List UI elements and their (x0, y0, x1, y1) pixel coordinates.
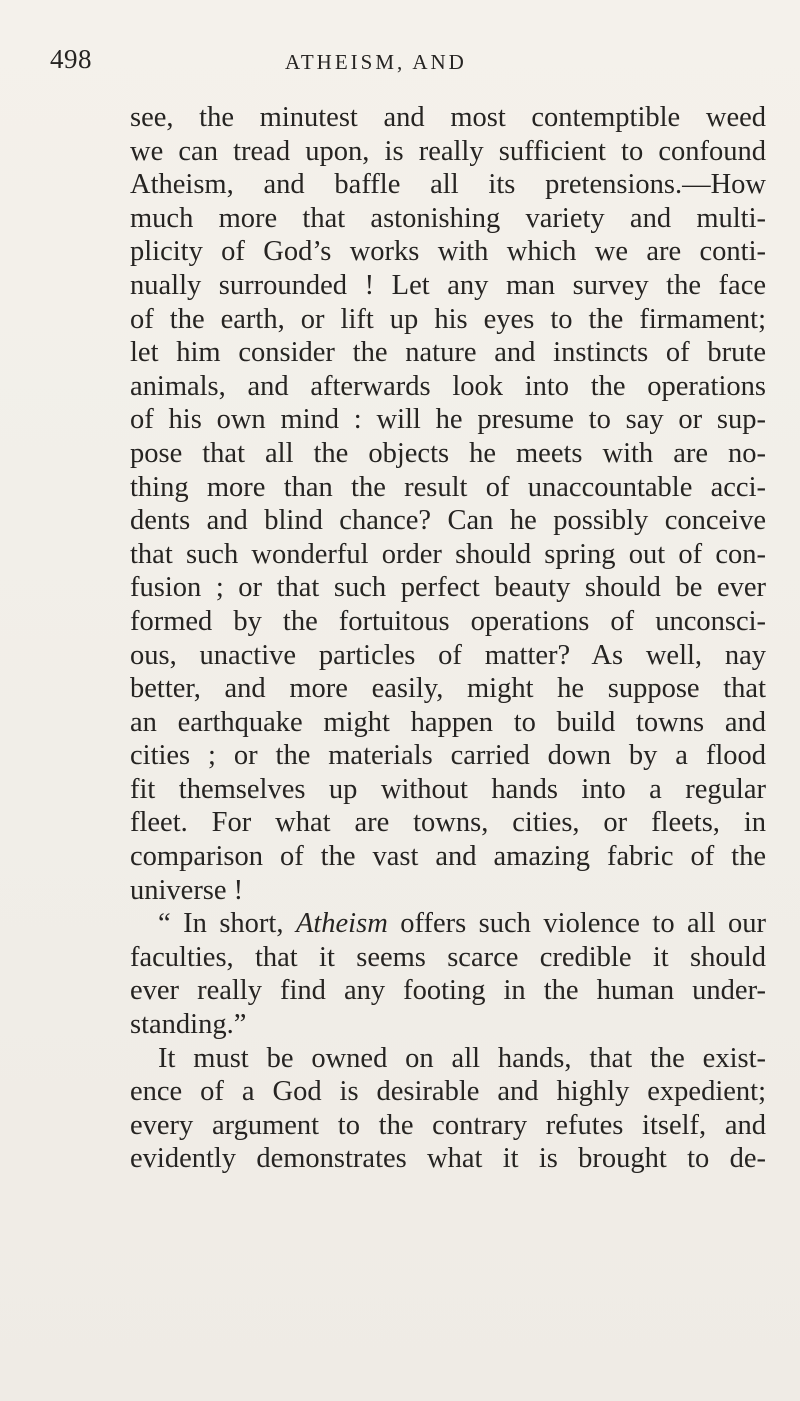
text-line: thing more than the result of unaccountable acci- (130, 471, 766, 503)
running-head: ATHEISM, AND (285, 50, 467, 74)
text-line: ous, unactive particles of matter? As well, nay (130, 639, 766, 671)
text-line: much more that astonishing variety and multi- (130, 202, 766, 234)
quote-line: ever really find any footing in the human under- (130, 975, 766, 1007)
text-line: dents and blind chance? Can he possibly conceive (130, 505, 766, 537)
paragraph-line: evidently demonstrates what it is brought to de- (130, 1143, 766, 1175)
text-line: fleet. For what are towns, cities, or fleets, in (130, 807, 766, 839)
text-line: formed by the fortuitous operations of unconsci- (130, 605, 766, 637)
body-text (130, 101, 766, 1176)
quote-line: standing.” (130, 1009, 247, 1041)
page-number: 498 (50, 44, 92, 74)
text-line: fit themselves up without hands into a regular (130, 773, 766, 805)
page-header (50, 44, 750, 84)
text-line: that such wonderful order should spring out of con- (130, 538, 766, 570)
text-line: cities ; or the materials carried down by a flood (130, 740, 766, 772)
text-line: of the earth, or lift up his eyes to the firmament; (130, 303, 766, 335)
text-line: see, the minutest and most contemptible weed (130, 102, 766, 133)
text-line: plicity of God’s works with which we are conti- (130, 236, 766, 268)
text-line: comparison of the vast and amazing fabric of the (130, 841, 766, 873)
quote-line: faculties, that it seems scarce credible it should (130, 941, 766, 973)
text-line: of his own mind : will he presume to say or sup- (130, 404, 766, 436)
text-line: fusion ; or that such perfect beauty should be ever (130, 572, 766, 604)
italic-term: Atheism (295, 908, 388, 940)
text-line: pose that all the objects he meets with are no- (130, 437, 766, 469)
quote-line (130, 907, 766, 941)
text-line: universe ! (130, 874, 244, 906)
text-line: nually surrounded ! Let any man survey the face (130, 269, 766, 301)
quote-open: “ In short, (158, 908, 296, 940)
text-line: we can tread upon, is really sufficient to confound (130, 135, 766, 167)
text-line: better, and more easily, might he suppose that (130, 673, 766, 705)
text-line: an earthquake might happen to build towns and (130, 706, 766, 738)
text-line: Atheism, and baffle all its pretensions.—How (130, 169, 766, 201)
paragraph-line: It must be owned on all hands, that the exist- (158, 1042, 766, 1074)
text-line: let him consider the nature and instincts of brute (130, 337, 766, 369)
quote-rest: offers such violence to all our (387, 908, 767, 940)
paragraph-line: every argument to the contrary refutes itself, and (130, 1109, 766, 1141)
paragraph-line: ence of a God is desirable and highly expedient; (130, 1076, 766, 1108)
text-line: animals, and afterwards look into the operations (130, 370, 766, 402)
